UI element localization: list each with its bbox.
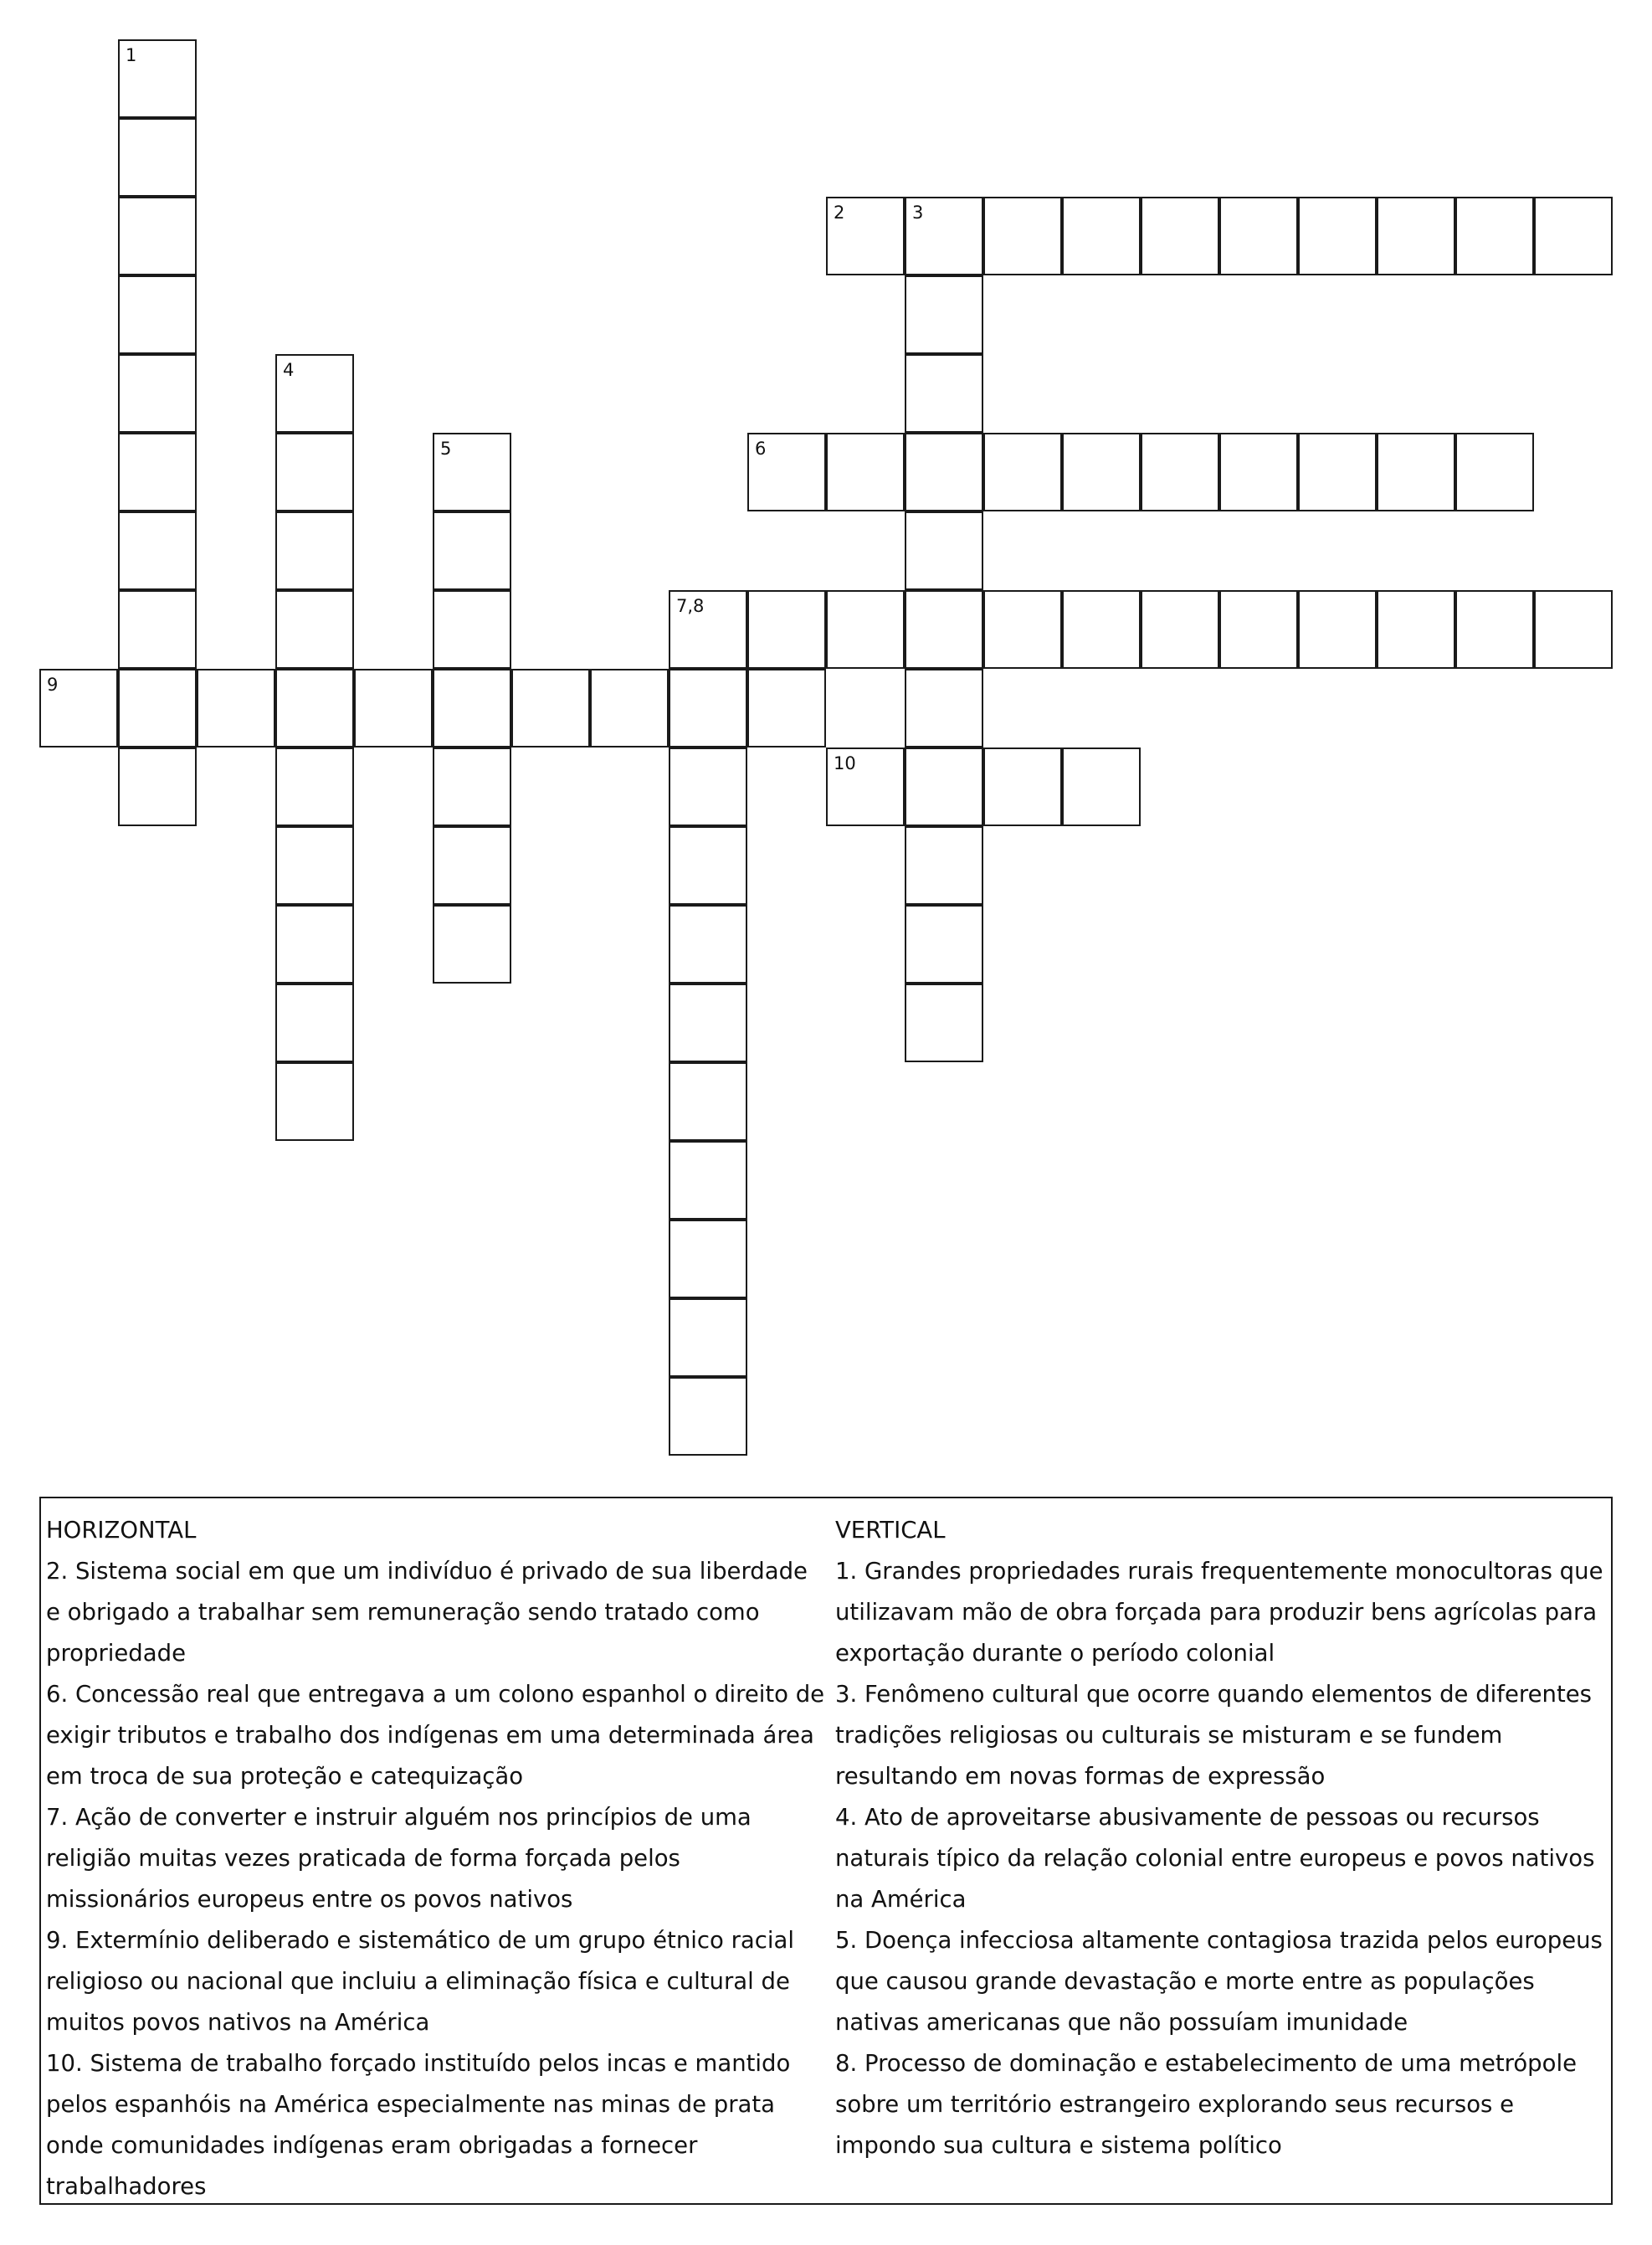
clue-across-10: 10. Sistema de trabalho forçado instituído pelos incas e mantido pelos espanhóis na América especialmente nas minas de prata onde comunidades indígenas eram obrigadas a fornecer trabalhadores [46, 2050, 791, 2200]
clue-number: 5 [440, 439, 452, 459]
crossword-cell[interactable] [118, 590, 197, 669]
crossword-cell[interactable] [1141, 590, 1219, 669]
crossword-cell[interactable] [1377, 197, 1455, 275]
crossword-cell[interactable] [1377, 590, 1455, 669]
crossword-cell[interactable] [275, 669, 354, 747]
crossword-cell[interactable] [118, 669, 197, 747]
crossword-cell[interactable] [433, 669, 511, 747]
clue-number: 4 [283, 360, 295, 380]
crossword-cell[interactable] [1534, 197, 1613, 275]
horizontal-clues [46, 1510, 829, 2207]
crossword-cell[interactable] [747, 669, 826, 747]
crossword-cell[interactable] [118, 118, 197, 197]
clue-number: 7,8 [676, 596, 705, 616]
crossword-cell[interactable] [905, 433, 983, 511]
crossword-cell[interactable] [1141, 197, 1219, 275]
crossword-cell[interactable] [433, 590, 511, 669]
clue-across-9: 9. Extermínio deliberado e sistemático de um grupo étnico racial religioso ou nacional que incluiu a eliminação física e cultural de muitos povos nativos na América [46, 1927, 794, 2036]
crossword-cell[interactable] [433, 747, 511, 826]
clue-down-8: 8. Processo de dominação e estabelecimento de uma metrópole sobre um território estrangeiro explorando seus recursos e impondo sua cultura e sistema político [835, 2050, 1578, 2159]
clues-box [39, 1497, 1613, 2205]
clue-number: 3 [912, 203, 924, 223]
crossword-cell[interactable] [669, 1377, 747, 1456]
clue-number: 10 [834, 753, 856, 773]
clue-number: 6 [755, 439, 767, 459]
clue-across-6: 6. Concessão real que entregava a um colono espanhol o direito de exigir tributos e trabalho dos indígenas em uma determinada área em troca de sua proteção e catequização [46, 1681, 825, 1790]
crossword-cell[interactable] [1455, 197, 1534, 275]
crossword-cell[interactable] [669, 1220, 747, 1298]
crossword-cell[interactable] [1219, 197, 1298, 275]
crossword-cell[interactable] [669, 1141, 747, 1220]
clue-number: 9 [47, 675, 59, 695]
clue-down-3: 3. Fenômeno cultural que ocorre quando elementos de diferentes tradições religiosas ou culturais se misturam e se fundem resultando em novas formas de expressão [835, 1681, 1592, 1790]
crossword-cell[interactable] [118, 433, 197, 511]
crossword-cell[interactable] [1534, 590, 1613, 669]
crossword-cell[interactable] [905, 197, 983, 275]
crossword-cell[interactable] [511, 669, 590, 747]
clue-down-4: 4. Ato de aproveitarse abusivamente de pessoas ou recursos naturais típico da relação colonial entre europeus e povos nativos na América [835, 1804, 1595, 1913]
crossword-cell[interactable] [275, 984, 354, 1062]
crossword-cell[interactable] [433, 433, 511, 511]
crossword-cell[interactable] [905, 590, 983, 669]
crossword-cell[interactable] [905, 511, 983, 590]
crossword-cell[interactable] [1298, 590, 1377, 669]
crossword-cell[interactable] [118, 275, 197, 354]
crossword-cell[interactable] [669, 984, 747, 1062]
crossword-cell[interactable] [1455, 590, 1534, 669]
crossword-cell[interactable] [905, 826, 983, 905]
clue-down-1: 1. Grandes propriedades rurais frequentemente monocultoras que utilizavam mão de obra forçada para produzir bens agrícolas para exportação durante o período colonial [835, 1558, 1603, 1667]
crossword-cell[interactable] [433, 905, 511, 984]
crossword-cell[interactable] [905, 984, 983, 1062]
crossword-cell[interactable] [669, 590, 747, 669]
crossword-cell[interactable] [275, 905, 354, 984]
crossword-cell[interactable] [118, 39, 197, 118]
crossword-cell[interactable] [983, 590, 1062, 669]
crossword-cell[interactable] [826, 433, 905, 511]
crossword-cell[interactable] [275, 1062, 354, 1141]
crossword-cell[interactable] [905, 905, 983, 984]
crossword-cell[interactable] [905, 669, 983, 747]
clue-across-7: 7. Ação de converter e instruir alguém nos princípios de uma religião muitas vezes praticada de forma forçada pelos missionários europeus entre os povos nativos [46, 1804, 752, 1913]
crossword-cell[interactable] [826, 590, 905, 669]
crossword-cell[interactable] [118, 511, 197, 590]
clue-number: 1 [126, 45, 137, 65]
crossword-cell[interactable] [275, 354, 354, 433]
crossword-cell[interactable] [118, 197, 197, 275]
crossword-cell[interactable] [1141, 433, 1219, 511]
crossword-cell[interactable] [275, 590, 354, 669]
horizontal-heading: HORIZONTAL [46, 1517, 197, 1544]
vertical-heading: VERTICAL [835, 1517, 946, 1544]
crossword-cell[interactable] [275, 747, 354, 826]
crossword-cell[interactable] [433, 511, 511, 590]
vertical-clues [835, 1510, 1614, 2166]
crossword-cell[interactable] [747, 590, 826, 669]
crossword-cell[interactable] [669, 1298, 747, 1377]
crossword-cell[interactable] [354, 669, 433, 747]
crossword-cell[interactable] [983, 747, 1062, 826]
crossword-cell[interactable] [39, 669, 118, 747]
crossword-cell[interactable] [669, 905, 747, 984]
crossword-cell[interactable] [433, 826, 511, 905]
clue-across-2: 2. Sistema social em que um indivíduo é privado de sua liberdade e obrigado a trabalhar sem remuneração sendo tratado como propriedade [46, 1558, 808, 1667]
crossword-cell[interactable] [1219, 590, 1298, 669]
crossword-cell[interactable] [1062, 433, 1141, 511]
crossword-cell[interactable] [905, 354, 983, 433]
crossword-cell[interactable] [1062, 197, 1141, 275]
crossword-cell[interactable] [905, 747, 983, 826]
crossword-cell[interactable] [197, 669, 275, 747]
crossword-cell[interactable] [747, 433, 826, 511]
crossword-cell[interactable] [1377, 433, 1455, 511]
crossword-cell[interactable] [669, 747, 747, 826]
clue-down-5: 5. Doença infecciosa altamente contagiosa trazida pelos europeus que causou grande devastação e morte entre as populações nativas americanas que não possuíam imunidade [835, 1927, 1603, 2036]
crossword-cell[interactable] [669, 826, 747, 905]
crossword-cell[interactable] [905, 275, 983, 354]
crossword-cell[interactable] [1062, 747, 1141, 826]
crossword-cell[interactable] [826, 197, 905, 275]
crossword-cell[interactable] [669, 669, 747, 747]
crossword-cell[interactable] [275, 511, 354, 590]
crossword-cell[interactable] [118, 747, 197, 826]
crossword-cell[interactable] [275, 826, 354, 905]
crossword-cell[interactable] [1455, 433, 1534, 511]
crossword-cell[interactable] [1298, 197, 1377, 275]
crossword-cell[interactable] [1062, 590, 1141, 669]
crossword-cell[interactable] [826, 747, 905, 826]
crossword-cell[interactable] [983, 433, 1062, 511]
crossword-cell[interactable] [983, 197, 1062, 275]
crossword-cell[interactable] [275, 433, 354, 511]
crossword-cell[interactable] [669, 1062, 747, 1141]
crossword-cell[interactable] [590, 669, 669, 747]
crossword-cell[interactable] [118, 354, 197, 433]
crossword-cell[interactable] [1219, 433, 1298, 511]
clue-number: 2 [834, 203, 845, 223]
crossword-cell[interactable] [1298, 433, 1377, 511]
